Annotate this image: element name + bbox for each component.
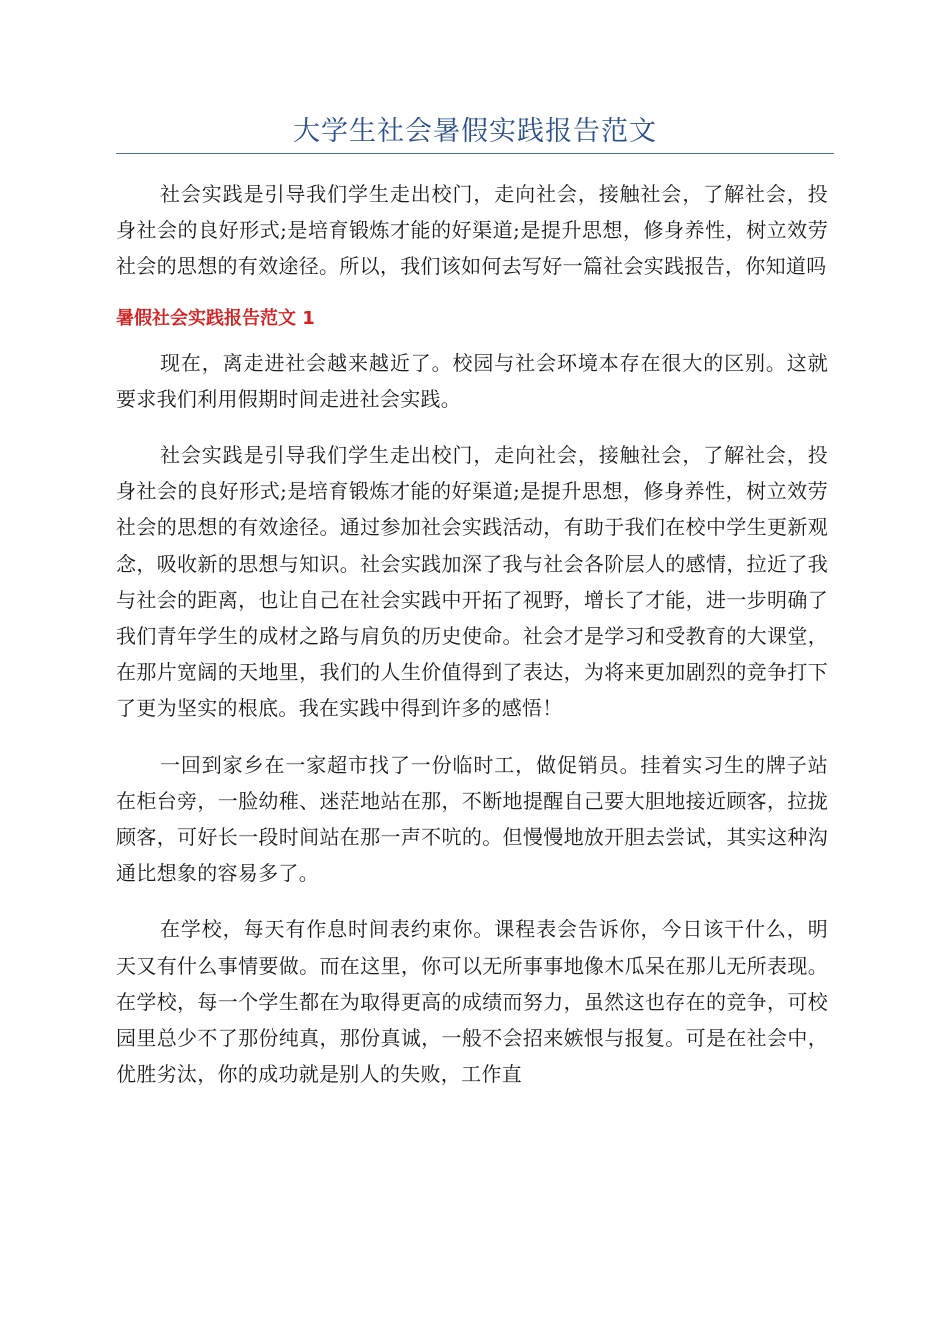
body-paragraph: 在学校，每天有作息时间表约束你。课程表会告诉你，今日该干什么，明天又有什么事情要做。而在这里，你可以无所事事地像木瓜呆在那儿无所表现。在学校，每一个学生都在为取得更高的成绩而努力，虽然这也存在的竞争，可校园里总少不了那份纯真，那份真诚，一般不会招来嫉恨与报复。可是在社会中，优胜劣汰，你的成功就是别人的失败，工作直 bbox=[116, 917, 828, 1087]
intro-paragraph: 社会实践是引导我们学生走出校门，走向社会，接触社会，了解社会，投身社会的良好形式;是培育锻炼才能的好渠道;是提升思想，修身养性，树立效劳社会的思想的有效途径。所以，我们该如何去写好一篇社会实践报告，你知道吗 bbox=[116, 182, 828, 279]
document-title: 大学生社会暑假实践报告范文 bbox=[293, 116, 657, 147]
body-paragraph: 现在，离走进社会越来越近了。校园与社会环境本存在很大的区别。这就要求我们利用假期时间走进社会实践。 bbox=[116, 350, 828, 411]
title-divider bbox=[116, 153, 834, 154]
document-body bbox=[116, 176, 828, 1112]
body-paragraph: 社会实践是引导我们学生走出校门，走向社会，接触社会，了解社会，投身社会的良好形式;是培育锻炼才能的好渠道;是提升思想，修身养性，树立效劳社会的思想的有效途径。通过参加社会实践活动，有助于我们在校中学生更新观念，吸收新的思想与知识。社会实践加深了我与社会各阶层人的感情，拉近了我与社会的距离，也让自己在社会实践中开拓了视野，增长了才能，进一步明确了我们青年学生的成材之路与肩负的历史使命。社会才是学习和受教育的大课堂，在那片宽阔的天地里，我们的人生价值得到了表达，为将来更加剧烈的竞争打下了更为坚实的根底。我在实践中得到许多的感悟！ bbox=[116, 443, 828, 721]
body-paragraph: 一回到家乡在一家超市找了一份临时工，做促销员。挂着实习生的牌子站在柜台旁，一脸幼稚、迷茫地站在那，不断地提醒自己要大胆地接近顾客，拉拢顾客，可好长一段时间站在那一声不吭的。但慢慢地放开胆去尝试，其实这种沟通比想象的容易多了。 bbox=[116, 752, 828, 886]
section-heading: 暑假社会实践报告范文 1 bbox=[116, 307, 315, 329]
